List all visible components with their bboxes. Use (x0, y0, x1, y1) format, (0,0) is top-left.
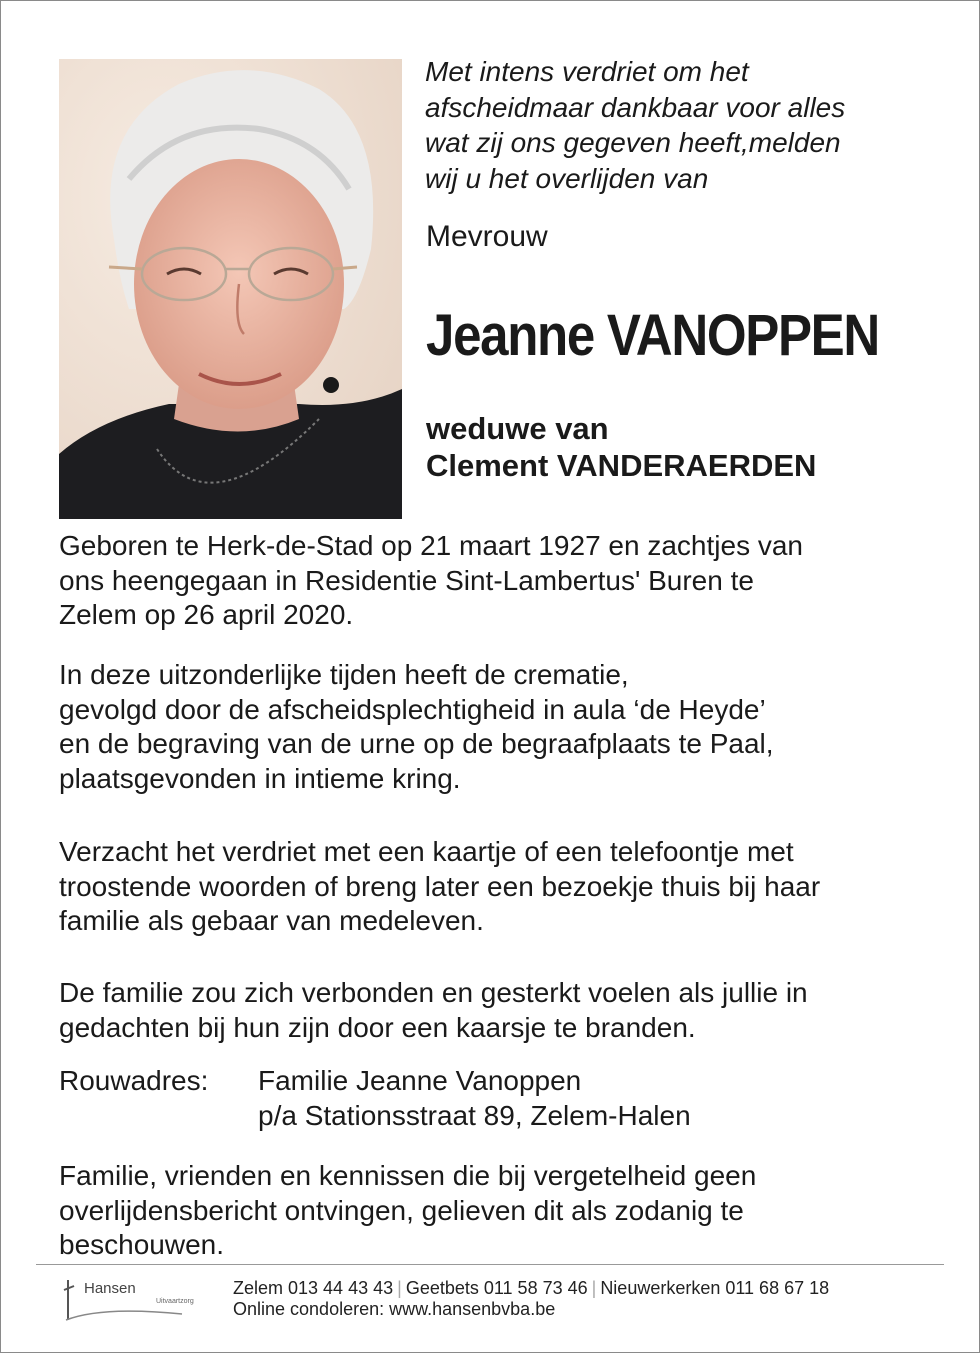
ceremony-paragraph (59, 658, 774, 796)
intro-line: wij u het overlijden van (425, 162, 709, 194)
intro-line: afscheidmaar dankbaar voor alles (425, 91, 846, 123)
footer-phones (233, 1278, 829, 1299)
paragraph-line: overlijdensbericht ontvingen, gelieven dit als zodanig te (59, 1194, 744, 1226)
address-block (258, 1064, 691, 1133)
spouse-name: Clement VANDERAERDEN (426, 448, 817, 483)
phone-nieuwerkerken: Nieuwerkerken 011 68 67 18 (600, 1278, 830, 1298)
address-line: p/a Stationsstraat 89, Zelem-Halen (258, 1099, 691, 1131)
funeral-home-logo (62, 1276, 202, 1326)
phone-zelem: Zelem 013 44 43 43 (233, 1278, 394, 1298)
address-line: Familie Jeanne Vanoppen (258, 1065, 582, 1096)
separator: | (591, 1278, 597, 1298)
separator: | (397, 1278, 402, 1298)
paragraph-line: In deze uitzonderlijke tijden heeft de crematie, (59, 659, 629, 690)
paragraph-line: ons heengegaan in Residentie Sint-Lambertus' Buren te (59, 564, 754, 596)
portrait-photo (59, 59, 402, 519)
paragraph-line: beschouwen. (59, 1229, 225, 1260)
paragraph-line: en de begraving van de urne op de begraafplaats te Paal, (59, 728, 774, 759)
honorific: Mevrouw (426, 220, 548, 253)
address-label: Rouwadres: (59, 1065, 209, 1096)
spouse-prefix: weduwe van (426, 411, 609, 446)
paragraph-line: gedachten bij hun zijn door een kaarsje te branden. (59, 1011, 696, 1043)
spouse-block (426, 410, 816, 484)
deceased-name: Jeanne VANOPPEN (426, 303, 879, 368)
paragraph-line: Geboren te Herk-de-Stad op 21 maart 1927 en zachtjes van (59, 530, 803, 561)
candle-paragraph (59, 976, 808, 1045)
condolence-paragraph (59, 835, 820, 939)
footer-divider (36, 1264, 944, 1265)
paragraph-line: Zelem op 26 april 2020. (59, 599, 354, 630)
paragraph-line: troostende woorden of breng later een bezoekje thuis bij haar (59, 870, 821, 902)
footer-contact (233, 1278, 829, 1320)
paragraph-line: Verzacht het verdriet met een kaartje of een telefoontje met (59, 836, 794, 867)
paragraph-line: plaatsgevonden in intieme kring. (59, 762, 461, 794)
notice-paragraph (59, 1159, 756, 1263)
intro-line: Met intens verdriet om het (425, 56, 749, 87)
paragraph-line: Familie, vrienden en kennissen die bij vergetelheid geen (59, 1160, 757, 1191)
intro-text (425, 54, 945, 196)
birth-paragraph (59, 529, 803, 633)
intro-line: wat zij ons gegeven heeft,melden (425, 127, 841, 158)
phone-geetbets: Geetbets 011 58 73 46 (405, 1278, 588, 1298)
paragraph-line: gevolgd door de afscheidsplechtigheid in aula ‘de Heyde’ (59, 693, 766, 725)
logo-name: Hansen (84, 1280, 136, 1297)
paragraph-line: familie als gebaar van medeleven. (59, 905, 484, 936)
online-condolence-link[interactable]: Online condoleren: www.hansenbvba.be (233, 1299, 556, 1319)
paragraph-line: De familie zou zich verbonden en gesterkt voelen als jullie in (59, 977, 808, 1008)
logo-subtitle: Uitvaartzorg (156, 1298, 194, 1305)
